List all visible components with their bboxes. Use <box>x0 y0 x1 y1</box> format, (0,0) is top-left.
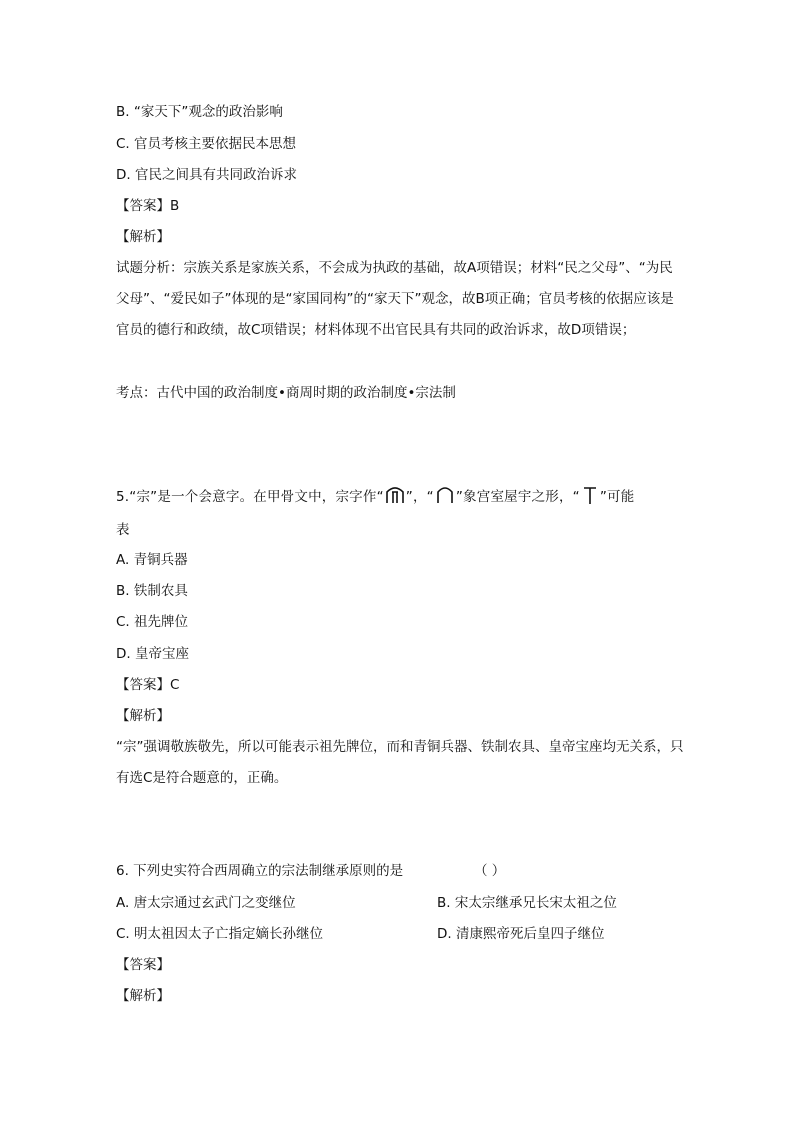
q6-analysis-heading: 【解析】 <box>116 988 170 1004</box>
q5-stem-part2: ”，“ <box>405 489 434 505</box>
q5-stem <box>116 483 634 510</box>
q5-option-a: A. 青铜兵器 <box>116 552 188 568</box>
q4-analysis-heading: 【解析】 <box>116 229 170 245</box>
q5-stem-part4: ”可能 <box>599 489 635 505</box>
q5-analysis: “宗”强调敬族敬先，所以可能表示祖先牌位，而和青铜兵器、铁制农具、皇帝宝座均无关系，只有选C是符合题意的，正确。 <box>116 739 684 786</box>
q5-stem-part1: 5.“宗”是一个会意字。在甲骨文中，宗字作“ <box>116 489 384 505</box>
q4-keypoint: 考点：古代中国的政治制度•商周时期的政治制度•宗法制 <box>116 385 456 401</box>
q5-analysis-heading: 【解析】 <box>116 708 170 724</box>
oracle-roof-glyph-icon <box>435 483 455 510</box>
q4-option-b: B. “家天下”观念的政治影响 <box>116 104 283 120</box>
q6-option-a: A. 唐太宗通过玄武门之变继位 <box>116 895 296 911</box>
q4-option-d: D. 官民之间具有共同政治诉求 <box>116 167 297 183</box>
q5-option-c: C. 祖先牌位 <box>116 614 189 630</box>
q6-answer: 【答案】 <box>116 957 170 973</box>
q4-option-c: C. 官员考核主要依据民本思想 <box>116 136 297 152</box>
q5-stem-part3: ”象宫室屋宇之形，“ <box>455 489 580 505</box>
oracle-shi-glyph-icon <box>581 483 599 510</box>
q6-stem: 6. 下列史实符合西周确立的宗法制继承原则的是 <box>116 863 404 879</box>
q4-analysis: 试题分析：宗族关系是家族关系，不会成为执政的基础，故A项错误；材料“民之父母”、“为民父母”、“爱民如子”体现的是“家国同构”的“家天下”观念，故B项正确；官员考核的依据应该是官员的德行和政绩，故C项错误；材料体现不出官民具有共同的政治诉求，故D项错误； <box>116 260 674 338</box>
q6-option-c: C. 明太祖因太子亡指定嫡长孙继位 <box>116 926 324 942</box>
q6-option-d: D. 清康熙帝死后皇四子继位 <box>437 926 605 942</box>
q5-stem-line2: 表 <box>116 522 130 538</box>
q5-option-b: B. 铁制农具 <box>116 583 188 599</box>
q6-bracket: （ ） <box>474 863 506 879</box>
q4-answer: 【答案】B <box>116 198 180 214</box>
q5-option-d: D. 皇帝宝座 <box>116 646 189 662</box>
oracle-zong-glyph-icon <box>385 483 405 510</box>
q6-stem-line <box>116 862 403 880</box>
q6-option-b: B. 宋太宗继承兄长宋太祖之位 <box>437 895 617 911</box>
q5-answer: 【答案】C <box>116 677 180 693</box>
